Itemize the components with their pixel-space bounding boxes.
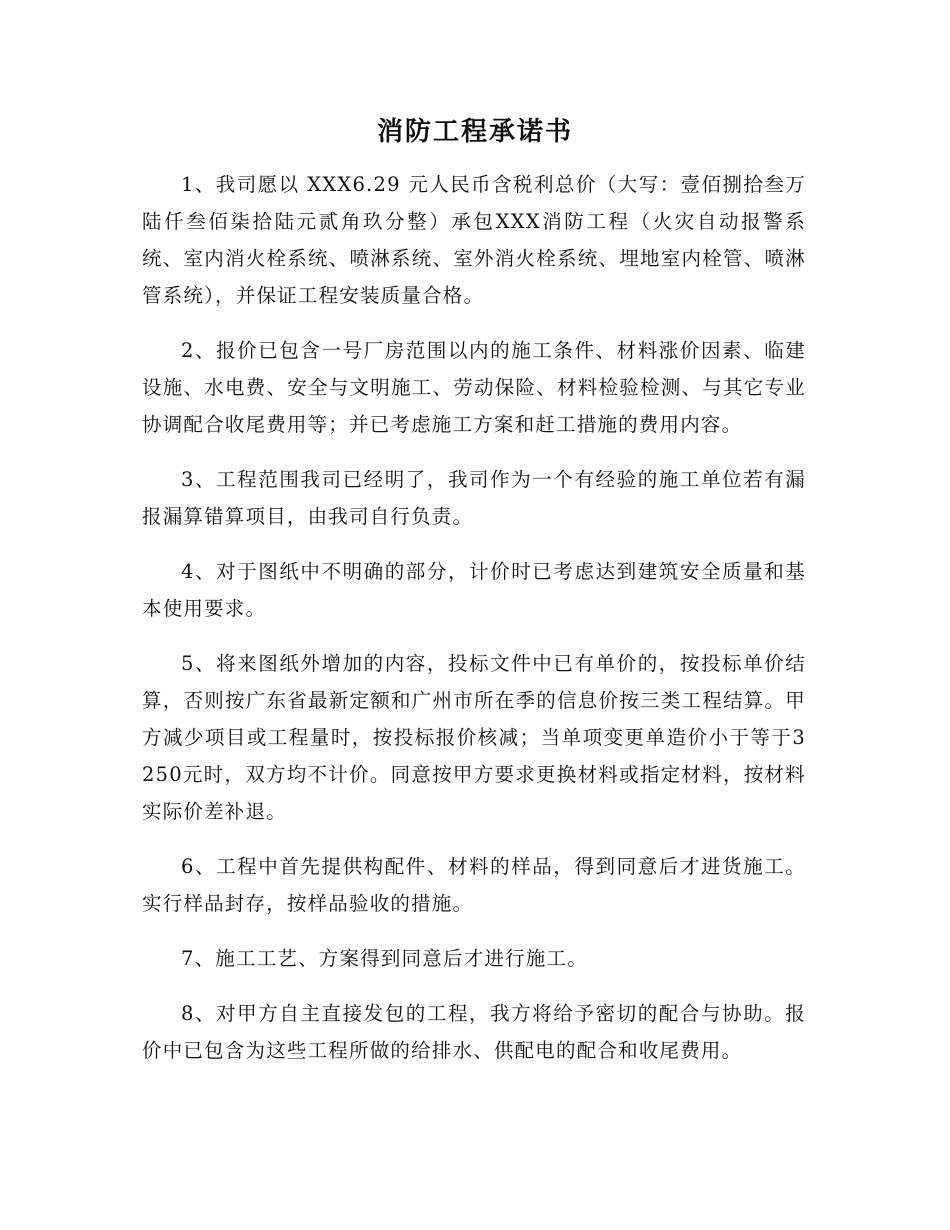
document-title: 消防工程承诺书 xyxy=(376,117,573,147)
document-body xyxy=(142,166,806,1087)
paragraph-2: 2、报价已包含一号厂房范围以内的施工条件、材料涨价因素、临建设施、水电费、安全与文明施工、劳动保险、材料检验检测、与其它专业协调配合收尾费用等；并已考虑施工方案和赶工措施的费用内容。 xyxy=(142,339,806,436)
paragraph-3: 3、工程范围我司已经明了，我司作为一个有经验的施工单位若有漏报漏算错算项目，由我司自行负责。 xyxy=(142,468,806,528)
paragraph-6: 6、工程中首先提供构配件、材料的样品，得到同意后才进货施工。实行样品封存，按样品验收的措施。 xyxy=(142,855,806,915)
paragraph-8: 8、对甲方自主直接发包的工程，我方将给予密切的配合与协助。报价中已包含为这些工程所做的给排水、供配电的配合和收尾费用。 xyxy=(142,1002,806,1062)
paragraph-7: 7、施工工艺、方案得到同意后才进行施工。 xyxy=(181,947,588,970)
paragraph-1: 1、我司愿以 XXX6.29 元人民币含税利总价（大写：壹佰捌拾叁万陆仟叁佰柒拾陆元贰角玖分整）承包XXX消防工程（火灾自动报警系统、室内消火栓系统、喷淋系统、室外消火栓系统、埋地室内栓管、喷淋管系统），并保证工程安装质量合格。 xyxy=(142,173,806,307)
paragraph-4: 4、对于图纸中不明确的部分，计价时已考虑达到建筑安全质量和基本使用要求。 xyxy=(142,560,806,620)
paragraph-5: 5、将来图纸外增加的内容，投标文件中已有单价的，按投标单价结算，否则按广东省最新定额和广州市所在季的信息价按三类工程结算。甲方减少项目或工程量时，按投标报价核减；当单项变更单造价小于等于3250元时，双方均不计价。同意按甲方要求更换材料或指定材料，按材料实际价差补退。 xyxy=(142,652,806,823)
